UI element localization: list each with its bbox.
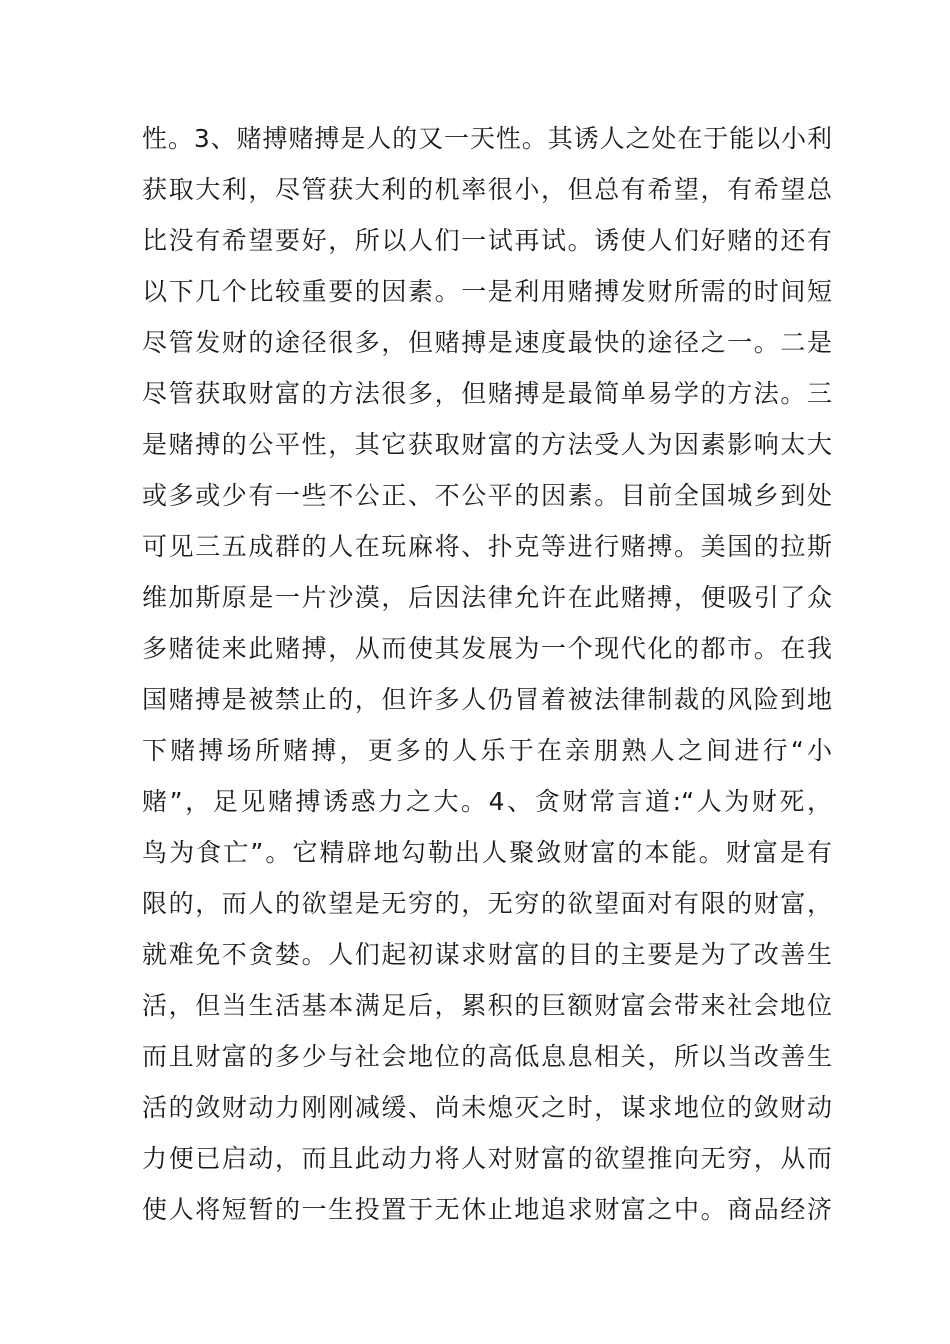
text-line-5: 尽管发财的途径很多，但赌搏是速度最快的途径之一。二是 xyxy=(142,328,832,357)
text-line-22: 使人将短暂的一生投置于无休止地追求财富之中。商品经济 xyxy=(142,1195,832,1224)
text-line-10: 维加斯原是一片沙漠，后因法律允许在此赌搏，便吸引了众 xyxy=(142,583,832,612)
text-line-20: 活的敛财动力刚刚减缓、尚未熄灭之时，谋求地位的敛财动 xyxy=(142,1093,832,1122)
text-line-16: 限的，而人的欲望是无穷的，无穷的欲望面对有限的财富， xyxy=(142,889,832,918)
text-line-8: 或多或少有一些不公正、不公平的因素。目前全国城乡到处 xyxy=(142,481,832,510)
text-line-14: 赌”，足见赌搏诱惑力之大。4、贪财常言道:“人为财死， xyxy=(142,787,832,816)
text-line-13: 下赌搏场所赌搏，更多的人乐于在亲朋熟人之间进行“小 xyxy=(142,736,832,765)
text-line-21: 力便已启动，而且此动力将人对财富的欲望推向无穷，从而 xyxy=(142,1144,832,1173)
text-line-19: 而且财富的多少与社会地位的高低息息相关，所以当改善生 xyxy=(142,1042,832,1071)
body-paragraph xyxy=(142,113,832,1235)
text-line-3: 比没有希望要好，所以人们一试再试。诱使人们好赌的还有 xyxy=(142,226,832,255)
text-line-17: 就难免不贪婪。人们起初谋求财富的目的主要是为了改善生 xyxy=(142,940,832,969)
text-line-9: 可见三五成群的人在玩麻将、扑克等进行赌搏。美国的拉斯 xyxy=(142,532,832,561)
text-line-15: 鸟为食亡”。它精辟地勾勒出人聚敛财富的本能。财富是有 xyxy=(142,838,832,867)
text-line-18: 活，但当生活基本满足后，累积的巨额财富会带来社会地位 xyxy=(142,991,832,1020)
text-line-11: 多赌徒来此赌搏，从而使其发展为一个现代化的都市。在我 xyxy=(142,634,832,663)
text-line-1: 性。3、赌搏赌搏是人的又一天性。其诱人之处在于能以小利 xyxy=(142,124,832,153)
text-line-2: 获取大利，尽管获大利的机率很小，但总有希望，有希望总 xyxy=(142,175,832,204)
text-line-4: 以下几个比较重要的因素。一是利用赌搏发财所需的时间短 xyxy=(142,277,832,306)
text-line-7: 是赌搏的公平性，其它获取财富的方法受人为因素影响太大 xyxy=(142,430,832,459)
text-line-12: 国赌搏是被禁止的，但许多人仍冒着被法律制裁的风险到地 xyxy=(142,685,832,714)
text-line-6: 尽管获取财富的方法很多，但赌搏是最简单易学的方法。三 xyxy=(142,379,832,408)
